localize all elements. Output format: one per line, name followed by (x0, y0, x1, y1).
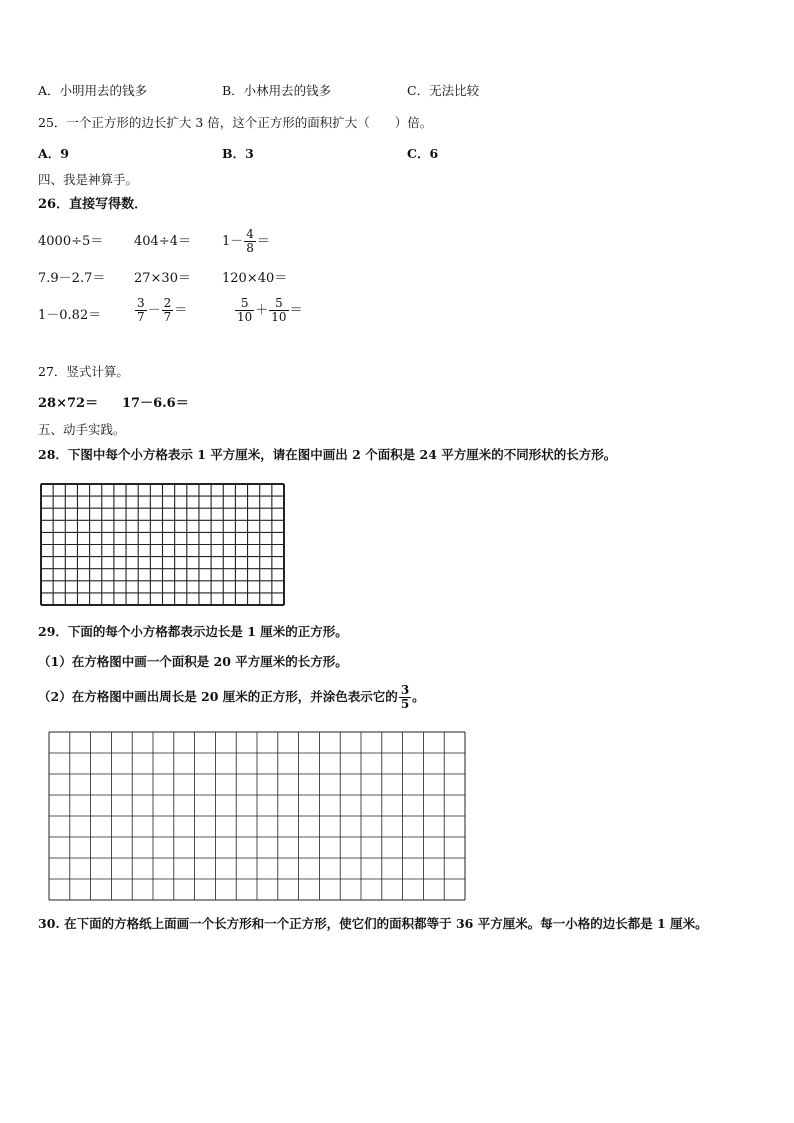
equals: ＝ (174, 303, 188, 318)
q24-option-a: A．小明用去的钱多 (38, 83, 148, 98)
fraction (269, 297, 288, 324)
q27-a: 28×72＝ (38, 396, 99, 411)
q28-text: 28．下图中每个小方格表示 1 平方厘米，请在图中画出 2 个面积是 24 平方厘米的不同形状的长方形。 (38, 447, 617, 462)
numerator: 2 (163, 296, 172, 310)
q26-r1-b: 404÷4＝ (134, 234, 191, 249)
denominator: 8 (246, 241, 254, 255)
numerator: 5 (269, 297, 288, 311)
operator: ＋ (255, 303, 269, 318)
q29-part2-prefix: （2）在方格图中画出周长是 20 厘米的正方形，并涂色表示它的 (38, 689, 398, 704)
q28-grid[interactable] (40, 483, 285, 606)
denominator: 5 (400, 697, 410, 711)
fraction (235, 297, 254, 324)
denominator: 7 (137, 310, 145, 324)
q24-option-b: B．小林用去的钱多 (222, 83, 332, 98)
q29-part2-suffix: 。 (412, 689, 425, 704)
q27-b: 17－6.6＝ (122, 396, 189, 411)
numerator: 3 (137, 296, 145, 310)
q26-title: 26．直接写得数． (38, 197, 148, 212)
q26-r1-c-prefix: 1－ (222, 234, 244, 249)
q26-r1-c-fraction (244, 228, 256, 255)
q25-question: 25．一个正方形的边长扩大 3 倍，这个正方形的面积扩大（ ）倍。 (38, 115, 433, 130)
numerator: 3 (400, 683, 410, 697)
q24-option-c: C．无法比较 (407, 83, 480, 98)
numerator: 5 (235, 297, 254, 311)
numerator: 4 (246, 227, 254, 241)
section5-title: 五、动手实践。 (38, 422, 126, 437)
q27-title: 27．竖式计算。 (38, 364, 129, 379)
q29-grid[interactable] (48, 731, 466, 901)
q29-part2 (38, 684, 425, 711)
q26-r1-a: 4000÷5＝ (38, 234, 104, 249)
q26-r2-b: 27×30＝ (134, 271, 191, 286)
q25-option-c: C．6 (407, 146, 439, 161)
q26-r1-c-suffix: ＝ (256, 234, 270, 249)
fraction (162, 297, 174, 324)
q26-r1-c (222, 228, 270, 255)
denominator: 10 (271, 310, 287, 324)
operator: － (147, 303, 161, 318)
q26-r3-c (234, 297, 303, 324)
q26-r3-a: 1－0.82＝ (38, 308, 102, 323)
section4-title: 四、我是神算手。 (38, 172, 139, 187)
q29-part1: （1）在方格图中画一个面积是 20 平方厘米的长方形。 (38, 654, 348, 669)
denominator: 7 (163, 310, 172, 324)
fraction (135, 297, 147, 324)
q25-option-b: B．3 (222, 146, 254, 161)
q30-text: 30. 在下面的方格纸上面画一个长方形和一个正方形，使它们的面积都等于 36 平方厘米。每一小格的边长都是 1 厘米。 (38, 916, 708, 931)
q26-r3-b (134, 297, 187, 324)
denominator: 10 (237, 310, 253, 324)
q26-r2-c: 120×40＝ (222, 271, 288, 286)
fraction (399, 684, 411, 711)
q26-r2-a: 7.9－2.7＝ (38, 271, 106, 286)
equals: ＝ (289, 303, 303, 318)
q25-option-a: A．9 (38, 146, 69, 161)
q29-text: 29．下面的每个小方格都表示边长是 1 厘米的正方形。 (38, 624, 348, 639)
